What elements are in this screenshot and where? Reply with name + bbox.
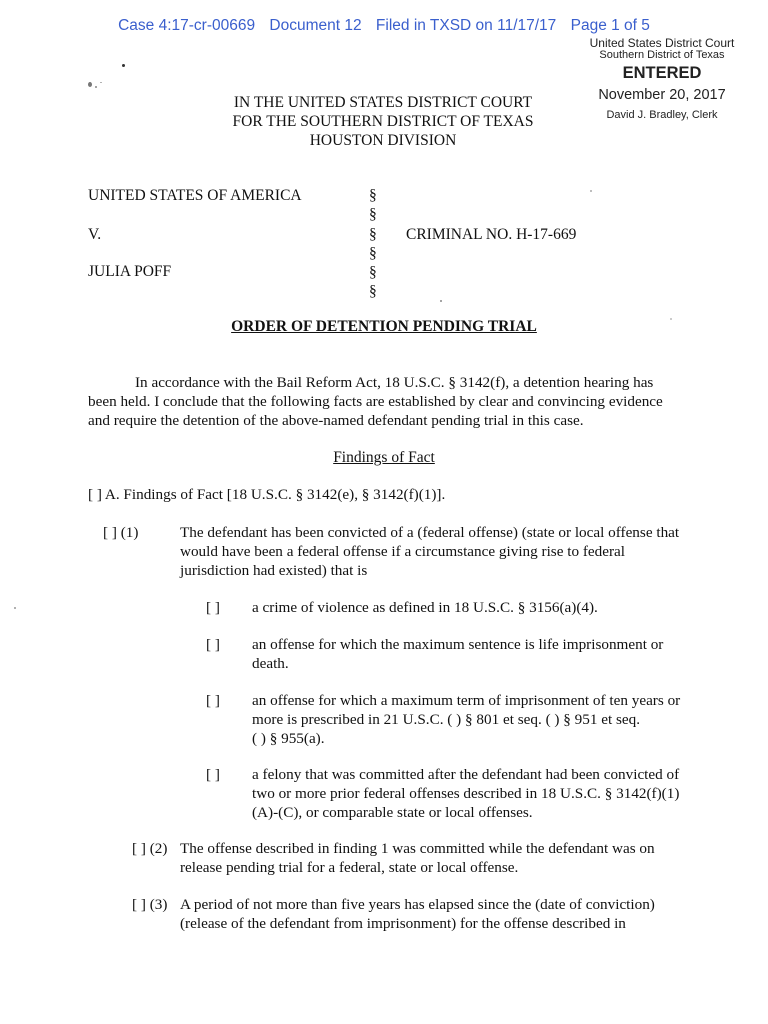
ecf-document-number: Document 12	[269, 17, 362, 34]
option-checkbox: [ ]	[206, 692, 220, 709]
court-name: IN THE UNITED STATES DISTRICT COURT	[233, 94, 533, 111]
finding-text-line: The offense described in finding 1 was committed while the defendant was on	[180, 840, 655, 857]
option-checkbox: [ ]	[206, 636, 220, 653]
intro-line: and require the detention of the above-named defendant pending trial in this case.	[88, 412, 584, 429]
scan-speck	[14, 607, 16, 609]
intro-line: been held. I conclude that the following facts are established by clear and convincing evidence	[88, 393, 663, 410]
option-text-line: a felony that was committed after the defendant had been convicted of	[252, 766, 680, 783]
ecf-filed-date: Filed in TXSD on 11/17/17	[375, 17, 557, 34]
order-title: ORDER OF DETENTION PENDING TRIAL	[231, 318, 537, 335]
option-text-line: an offense for which the maximum sentence is life imprisonment or	[252, 636, 664, 653]
section-symbol: §	[369, 245, 377, 262]
section-symbol: §	[369, 206, 377, 223]
stamp-clerk: David J. Bradley, Clerk	[606, 109, 718, 121]
finding-marker: [ ] (3)	[132, 896, 168, 913]
finding-text-line: jurisdiction had existed) that is	[180, 562, 368, 579]
option-text-line: an offense for which a maximum term of imprisonment of ten years or	[252, 692, 681, 709]
scan-speck	[440, 300, 442, 302]
finding-text-line: The defendant has been convicted of a (federal offense) (state or local offense that	[180, 524, 680, 541]
ecf-page-number: Page 1 of 5	[570, 17, 650, 34]
stamp-date: November 20, 2017	[598, 87, 726, 103]
finding-text-line: A period of not more than five years has elapsed since the (date of conviction)	[180, 896, 655, 913]
stamp-district: Southern District of Texas	[599, 49, 725, 61]
option-checkbox: [ ]	[206, 766, 220, 783]
option-text-line: two or more prior federal offenses described in 18 U.S.C. § 3142(f)(1)	[252, 785, 680, 802]
option-text-line: a crime of violence as defined in 18 U.S.C. § 3156(a)(4).	[252, 599, 598, 616]
stamp-entered: ENTERED	[622, 64, 702, 82]
scan-speck	[88, 82, 92, 87]
plaintiff-name: UNITED STATES OF AMERICA	[88, 187, 302, 204]
option-checkbox: [ ]	[206, 599, 220, 616]
findings-heading: Findings of Fact	[333, 449, 435, 466]
stamp-court: United States District Court	[589, 36, 735, 50]
court-district: FOR THE SOUTHERN DISTRICT OF TEXAS	[232, 113, 534, 130]
ecf-case-number: Case 4:17-cr-00669	[118, 17, 256, 34]
finding-marker: [ ] (1)	[103, 524, 139, 541]
finding-text-line: would have been a federal offense if a circumstance giving rise to federal	[180, 543, 626, 560]
option-text-line: more is prescribed in 21 U.S.C. ( ) § 801 et seq. ( ) § 951 et seq.	[252, 711, 641, 728]
scan-speck	[590, 190, 592, 192]
scan-speck	[122, 64, 125, 67]
scan-speck	[100, 82, 102, 83]
defendant-name: JULIA POFF	[88, 263, 172, 280]
intro-line: In accordance with the Bail Reform Act, 18 U.S.C. § 3142(f), a detention hearing has	[135, 374, 654, 391]
scan-speck	[95, 86, 97, 88]
finding-text-line: release pending trial for a federal, state or local offense.	[180, 859, 519, 876]
option-text-line: ( ) § 955(a).	[252, 730, 325, 747]
finding-text-line: (release of the defendant from imprisonment) for the offense described in	[180, 915, 626, 932]
section-symbol: §	[369, 187, 377, 204]
versus-label: V.	[88, 226, 102, 243]
section-symbol: §	[369, 226, 377, 243]
court-division: HOUSTON DIVISION	[309, 132, 457, 149]
section-a-heading: [ ] A. Findings of Fact [18 U.S.C. § 3142(e), § 3142(f)(1)].	[88, 486, 446, 503]
section-symbol: §	[369, 283, 377, 300]
ecf-header	[0, 17, 768, 35]
criminal-number: CRIMINAL NO. H-17-669	[406, 226, 577, 243]
finding-marker: [ ] (2)	[132, 840, 168, 857]
option-text-line: death.	[252, 655, 289, 672]
option-text-line: (A)-(C), or comparable state or local offenses.	[252, 804, 533, 821]
section-symbol: §	[369, 264, 377, 281]
